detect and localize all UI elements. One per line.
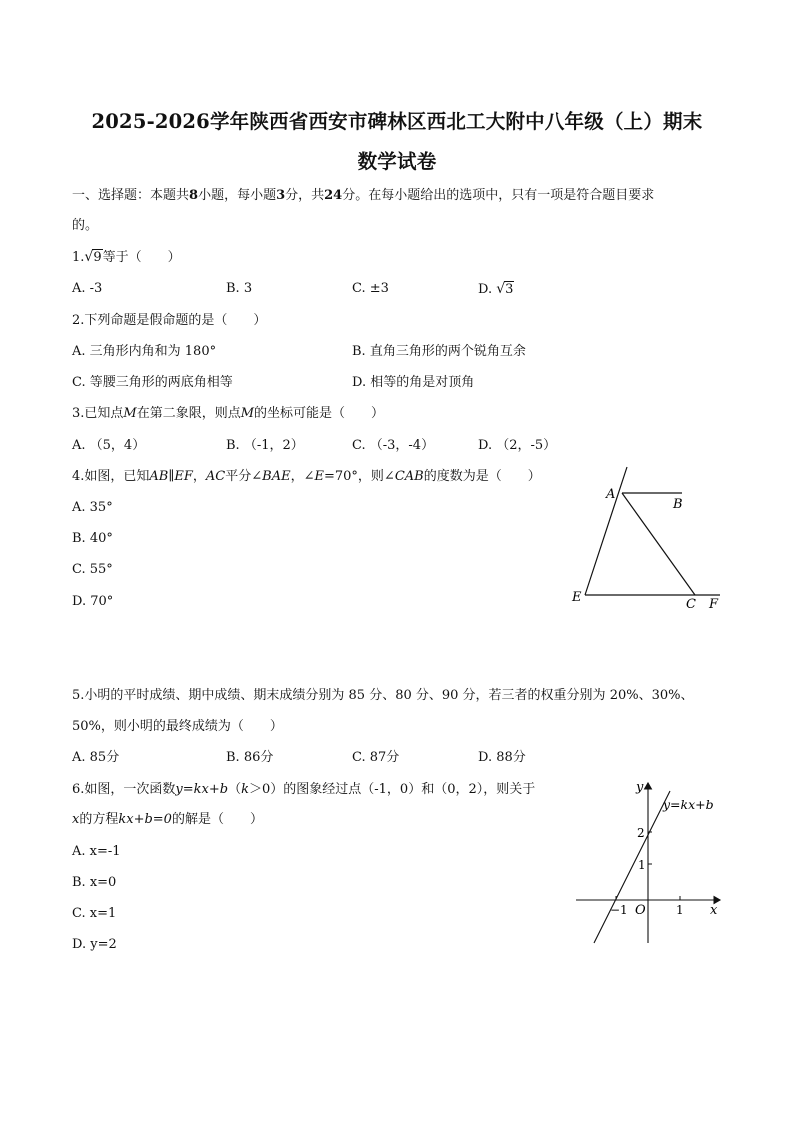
- q3-option-a: A. （5，4）: [72, 438, 146, 453]
- q6-option-b: B. x=0: [72, 875, 117, 890]
- q4-geometry-figure: [560, 462, 730, 622]
- x-tick-label-1: 1: [676, 903, 684, 917]
- q5-option-c: C. 87分: [352, 750, 400, 765]
- q3-option-d: D. （2，-5）: [478, 438, 557, 453]
- question-3-stem: 3.已知点M在第二象限，则点M的坐标可能是（ ）: [72, 406, 385, 421]
- q4-option-a: A. 35°: [72, 500, 113, 515]
- q2-option-b: B. 直角三角形的两个锐角互余: [352, 344, 526, 359]
- q1-option-c: C. ±3: [352, 281, 389, 296]
- question-1-stem: 1.√9等于（ ）: [72, 249, 181, 265]
- q6-option-a: A. x=-1: [72, 844, 121, 859]
- function-label: y=kx+b: [663, 797, 714, 812]
- x-tick-label-minus1: −1: [610, 903, 628, 917]
- paper-title-line1: 2025-2026学年陕西省西安市碑林区西北工大附中八年级（上）期末: [91, 110, 703, 133]
- q4-option-d: D. 70°: [72, 594, 114, 609]
- q6-option-d: D. y=2: [72, 937, 117, 952]
- q1-option-d: D. √3: [478, 281, 514, 297]
- paper-title-line2: 数学试卷: [357, 150, 437, 173]
- y-tick-label-1: 1: [638, 858, 646, 872]
- q3-option-b: B. （-1，2）: [226, 438, 304, 453]
- label-a: A: [606, 487, 616, 502]
- origin-label: O: [635, 903, 646, 918]
- label-f: F: [709, 597, 719, 612]
- question-6-stem-line1: 6.如图，一次函数y=kx+b（k＞0）的图象经过点（-1，0）和（0，2），则关于: [72, 782, 536, 797]
- label-b: B: [673, 497, 683, 512]
- line-ac: [622, 493, 695, 595]
- question-5-stem-line1: 5.小明的平时成绩、期中成绩、期末成绩分别为 85 分、80 分、90 分，若三者的权重分别为 20%、30%、: [72, 688, 694, 703]
- y-axis-label: y: [636, 780, 644, 795]
- q2-option-a: A. 三角形内角和为 180°: [72, 344, 217, 359]
- q1-option-b: B. 3: [226, 281, 253, 296]
- label-c: C: [686, 597, 696, 612]
- q4-option-c: C. 55°: [72, 562, 113, 577]
- q2-option-c: C. 等腰三角形的两底角相等: [72, 375, 233, 390]
- q2-option-d: D. 相等的角是对顶角: [352, 375, 475, 390]
- label-e: E: [572, 590, 582, 605]
- sqrt-symbol: √9: [84, 249, 102, 265]
- y-tick-label-2: 2: [637, 826, 645, 840]
- question-6-stem-line2: x的方程kx+b=0的解是（ ）: [72, 812, 263, 827]
- q5-option-b: B. 86分: [226, 750, 274, 765]
- q6-option-c: C. x=1: [72, 906, 117, 921]
- q5-option-d: D. 88分: [478, 750, 526, 765]
- q5-option-a: A. 85分: [72, 750, 120, 765]
- question-2-stem: 2.下列命题是假命题的是（ ）: [72, 313, 267, 328]
- function-line: [594, 791, 670, 943]
- q3-option-c: C. （-3，-4）: [352, 438, 435, 453]
- question-5-stem-line2: 50%，则小明的最终成绩为（ ）: [72, 719, 283, 734]
- section-header-cont: 的。: [72, 218, 99, 233]
- q1-option-a: A. -3: [72, 281, 103, 296]
- x-axis-label: x: [710, 903, 718, 918]
- q4-option-b: B. 40°: [72, 531, 113, 546]
- question-4-stem: 4.如图，已知AB∥EF，AC平分∠BAE，∠E=70°，则∠CAB的度数为是（ ）: [72, 469, 541, 484]
- section-header: 一、选择题：本题共8小题，每小题3分，共24分。在每小题给出的选项中，只有一项是符合题目要求: [72, 188, 655, 203]
- q6-function-graph: [570, 775, 730, 950]
